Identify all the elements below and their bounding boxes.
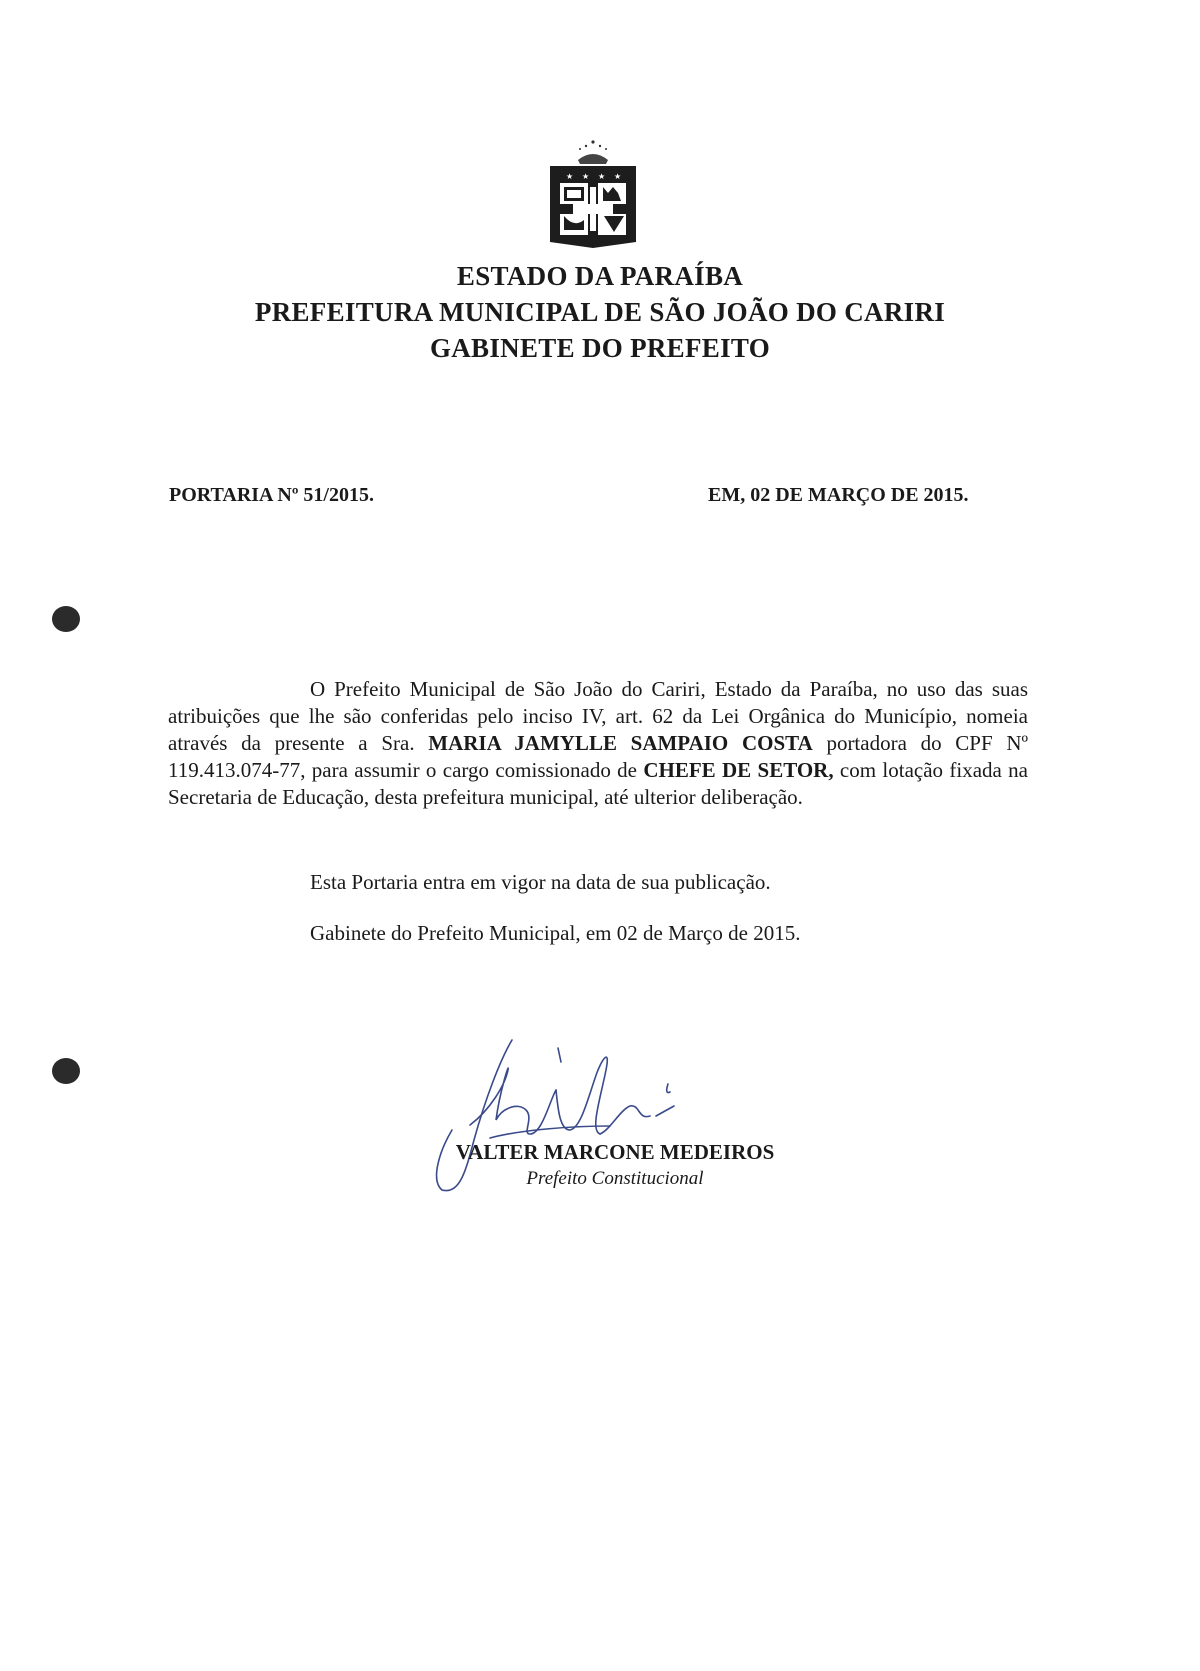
body-paragraph-appointment [168, 676, 1028, 811]
document-header [0, 258, 1200, 366]
svg-text:★: ★ [582, 172, 590, 181]
header-state: ESTADO DA PARAÍBA [456, 261, 744, 291]
svg-text:★: ★ [614, 172, 622, 181]
portaria-number: PORTARIA Nº 51/2015. [169, 484, 374, 506]
punch-hole [52, 606, 80, 632]
paragraph-text: O Prefeito Municipal de São João do Cariri, Estado da Paraíba, no uso das suas atribuições que lhe são conferidas pelo inciso IV, art. 62 da Lei Orgânica do Município, nomeia através da presente a Sra. [168, 677, 1028, 755]
paragraph-text: com lotação fixada na Secretaria de Educação, desta prefeitura municipal, até ulterior deliberação. [168, 758, 1029, 809]
position-title: CHEFE DE SETOR, [643, 758, 834, 782]
signer-title: Prefeito Constitucional [526, 1168, 704, 1189]
header-municipality: PREFEITURA MUNICIPAL DE SÃO JOÃO DO CARIRI [254, 297, 946, 327]
paragraph-text: portadora do CPF Nº 119.413.074-77, para assumir o cargo comissionado de [168, 731, 1029, 782]
coat-of-arms-icon [548, 138, 638, 250]
signer-name: VALTER MARCONE MEDEIROS [455, 1140, 775, 1164]
appointee-name: MARIA JAMYLLE SAMPAIO COSTA [428, 731, 813, 755]
svg-text:★: ★ [566, 172, 574, 181]
punch-hole [52, 1058, 80, 1084]
portaria-date: EM, 02 DE MARÇO DE 2015. [708, 484, 969, 506]
svg-text:★: ★ [598, 172, 606, 181]
body-paragraph-effective: Esta Portaria entra em vigor na data de sua publicação. [310, 870, 771, 894]
body-paragraph-place-date: Gabinete do Prefeito Municipal, em 02 de Março de 2015. [310, 921, 801, 945]
header-office: GABINETE DO PREFEITO [429, 333, 771, 363]
